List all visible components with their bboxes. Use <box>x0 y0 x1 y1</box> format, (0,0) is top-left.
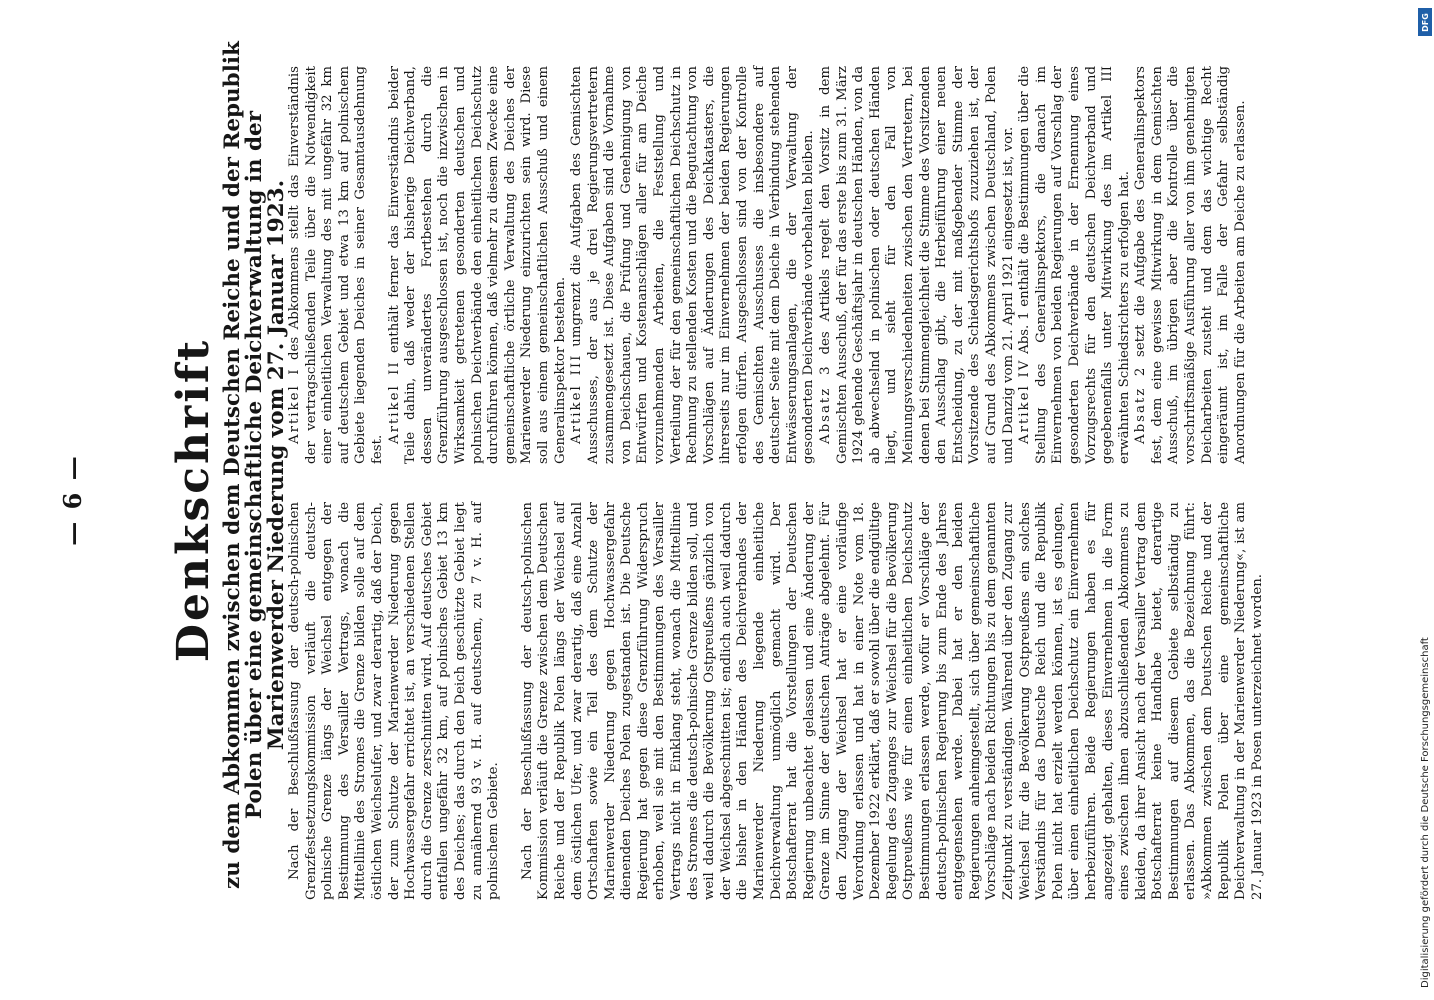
paragraph-text: des Artikels regelt den Vorsitz in dem Gemischten Ausschuß, der für das erste bis zum 31. März 1924 gehende Geschäftsjahr in deutschen Händen, von da ab abwechselnd in polnischen oder deutschen Händen liegt, und sieht für den Fall von Meinungsverschiedenheiten zwischen den Vertretern, bei denen bei Stimmengleichheit die Stimme des Vorsitzenden den Ausschlag gibt, die Herbeiführung einer neuen Entscheidung, zu der mit maßgebender Stimme der Vorsitzende des Schiedsgerichtshofs zuzuziehen ist, der auf Grund des Abkommens zwischen Deutschland, Polen und Danzig vom 21. April 1921 eingesetzt ist, vor. <box>818 66 1016 464</box>
article-label: Artikel I <box>287 367 302 444</box>
paragraph <box>569 66 818 464</box>
document-title: Denkschrift <box>168 337 219 663</box>
paragraph: Nach der Beschlußfassung der deutsch-polnischen Kommission verläuft die Grenze zwischen dem Deutschen Reiche und der Republik Polen längs der Weichsel auf dem östlichen Ufer, und zwar derartig, daß eine Anzahl Ortschaften sowie ein Teil des dem Schutze der Marienwerder Niederung gegen Hochwassergefahr dienenden Deiches Polen zugestanden ist. Die Deutsche Regierung hat gegen diese Grenzführung Widerspruch erhoben, weil sie mit den Bestimmungen des Versailler Vertrags nicht in Einklang steht, wonach die Mittellinie des Stromes die deutsch-polnische Grenze bilden soll, und weil dadurch die Bevölkerung Ostpreußens gänzlich von der Weichsel abgeschnitten ist; endlich auch weil dadurch die bisher in den Händen des Deichverbandes der Marienwerder Niederung liegende einheitliche Deichverwaltung unmöglich gemacht wird. Der Botschafterrat hat die Vorstellungen der Deutschen Regierung unbeachtet gelassen und eine Änderung der Grenze im Sinne der deutschen Anträge abgelehnt. Für den Zugang der Weichsel hat er eine vorläufige Verordnung erlassen und hat in einer Note vom 18. Dezember 1922 erklärt, daß er sowohl über die endgültige Regelung des Zuganges zur Weichsel für die Bevölkerung Ostpreußens wie für einen einheitlichen Deichschutz Bestimmungen erlassen werde, wofür er Vorschläge der deutsch-polnischen Regierung bis zum Ende des Jahres entgegensehen werde. Dabei hat er den beiden Regierungen anheimgestellt, sich über gemeinschaftliche Vorschläge nach beiden Richtungen bis zu dem genannten Zeitpunkt zu verständigen. Während über den Zugang zur Weichsel für die Bevölkerung Ostpreußens ein solches Verständnis für das Deutsche Reich und die Republik Polen nicht hat erzielt werden können, ist es gelungen, über einen einheitlichen Deichschutz ein Einvernehmen herbeizuführen. Beide Regierungen haben es für angezeigt gehalten, dieses Einvernehmen in die Form eines zwischen ihnen abzuschließenden Abkommens zu kleiden, da ihrer Ansicht nach der Versailler Vertrag dem Botschafterrat keine Handhabe bietet, derartige Bestimmungen auf diesem Gebiete selbständig zu erlassen. Das Abkommen, das die Bezeichnung führt: »Abkommen zwischen dem Deutschen Reiche und der Republik Polen über eine gemeinschaftliche Deichverwaltung in der Marienwerder Niederung«, ist am 27. Januar 1923 in Posen unterzeichnet worden. <box>519 502 1265 900</box>
paragraph-text: umgrenzt die Aufgaben des Gemischten Ausschusses, der aus je drei Regierungsvertretern zusammengesetzt ist. Diese Aufgaben sind die Vornahme von Deichschauen, die Prüfung und Genehmigung von Entwürfen und Kostenanschlägen aller für am Deiche vorzunehmenden Arbeiten, die Feststellung und Verteilung der für den gemeinschaftlichen Deichschutz in Rechnung zu stellenden Kosten und die Begutachtung von Vorschlägen auf Änderungen des Deichkatasters, die ihrerseits nur im Einvernehmen der beiden Regierungen erfolgen dürfen. Ausgeschlossen sind von der Kontrolle des Gemischten Ausschusses die insbesondere auf deutscher Seite mit dem Deiche in Verbindung stehenden Entwässerungsanlagen, die der Verwaltung der gesonderten Deichverbände vorbehalten bleiben. <box>569 66 817 464</box>
funding-credit <box>1418 0 1434 1000</box>
left-text-column <box>287 502 1266 900</box>
article-label: Artikel IV <box>1017 358 1033 444</box>
paragraph-text: Abs. 1 enthält die Bestimmungen über die Stellung des Generalinspektors, die danach im Einvernehmen von beiden Regierungen auf Vorschlag der gesonderten Deichverbände in der Ernennung eines Vorzugsrechts für den deutschen Deichverband und gegebenenfalls unter Mitwirkung des im Artikel III erwähnten Schiedsrichters zu erfolgen hat. <box>1017 66 1132 464</box>
paragraph <box>387 66 570 464</box>
article-label: Artikel II <box>386 360 402 444</box>
paragraph <box>1017 66 1133 464</box>
article-label: Absatz 3 <box>818 364 833 444</box>
paragraph <box>818 66 1017 464</box>
page-number: — 6 — <box>58 454 87 546</box>
article-label: Absatz 2 <box>1133 365 1149 444</box>
paragraph-text: setzt die Aufgabe des Generalinspektors fest, dem eine gewisse Mitwirkung in dem Gemischten Ausschuß, im übrigen aber die Kontrolle über die vorschriftsmäßige Ausführung aller von ihm genehmigten Deicharbeiten zusteht und dem das wichtige Recht eingeräumt ist, im Falle der Gefahr selbständig Anordnungen für die Arbeiten am Deiche zu erlassen. <box>1133 65 1248 464</box>
paragraph <box>1133 66 1249 464</box>
paragraph-text: enthält ferner das Einverständnis beider Teile dahin, daß weder der bisherige Deichverband, dessen unverändertes Fortbestehen durch die Grenzführung ausgeschlossen ist, noch die inzwischen in Wirksamkeit getretenen gesonderten deutschen und polnischen Deichverbände den einheitlichen Deichschutz durchführen können, daß vielmehr zu diesem Zwecke eine gemeinschaftliche örtliche Verwaltung des Deiches der Marienwerder Niederung einzurichten sein wird. Diese soll aus einem gemeinschaftlichen Ausschuß und einem Generalinspektor bestehen. <box>386 66 568 464</box>
dfg-logo-text: DFG <box>1420 12 1430 32</box>
document-subtitle: zu dem Abkommen zwischen dem Deutschen Reiche und der Republik Polen über eine gemeinschaftliche Deichverwaltung in der Marienwerder Niederung vom 27. Januar 1923. <box>220 41 289 889</box>
paragraph <box>287 66 387 464</box>
funding-credit-text: Digitalisierung gefördert durch die Deutsche Forschungsgemeinschaft <box>1420 637 1431 988</box>
paragraph: Nach der Beschlußfassung der deutsch-polnischen Grenzfestsetzungskommission verläuft die deutsch-polnische Grenze längs der Weichsel entgegen der Bestimmung des Versailler Vertrags, wonach die Mittellinie des Stromes die Grenze bilden solle auf dem östlichen Weichselufer, und zwar derartig, daß der Deich, der zum Schutze der Marienwerder Niederung gegen Hochwassergefahr errichtet ist, an verschiedenen Stellen durch die Grenze zerschnitten wird. Auf deutsches Gebiet entfallen ungefähr 32 km, auf polnisches Gebiet 13 km des Deiches; das durch den Deich geschützte Gebiet liegt zu annähernd 93 v. H. auf deutschem, zu 7 v. H. auf polnischem Gebiete. <box>287 502 502 900</box>
article-label: Artikel III <box>569 353 585 444</box>
right-text-column <box>287 66 1249 464</box>
paragraph-text: des Abkommens stellt das Einverständnis der vertragschließenden Teile über die Notwendigkeit einer einheitlichen Verwaltung des mit ungefähr 32 km auf deutschem Gebiet und etwa 13 km auf polnischem Gebiete liegenden Deiches in seiner Gesamtausdehnung fest. <box>287 65 385 464</box>
